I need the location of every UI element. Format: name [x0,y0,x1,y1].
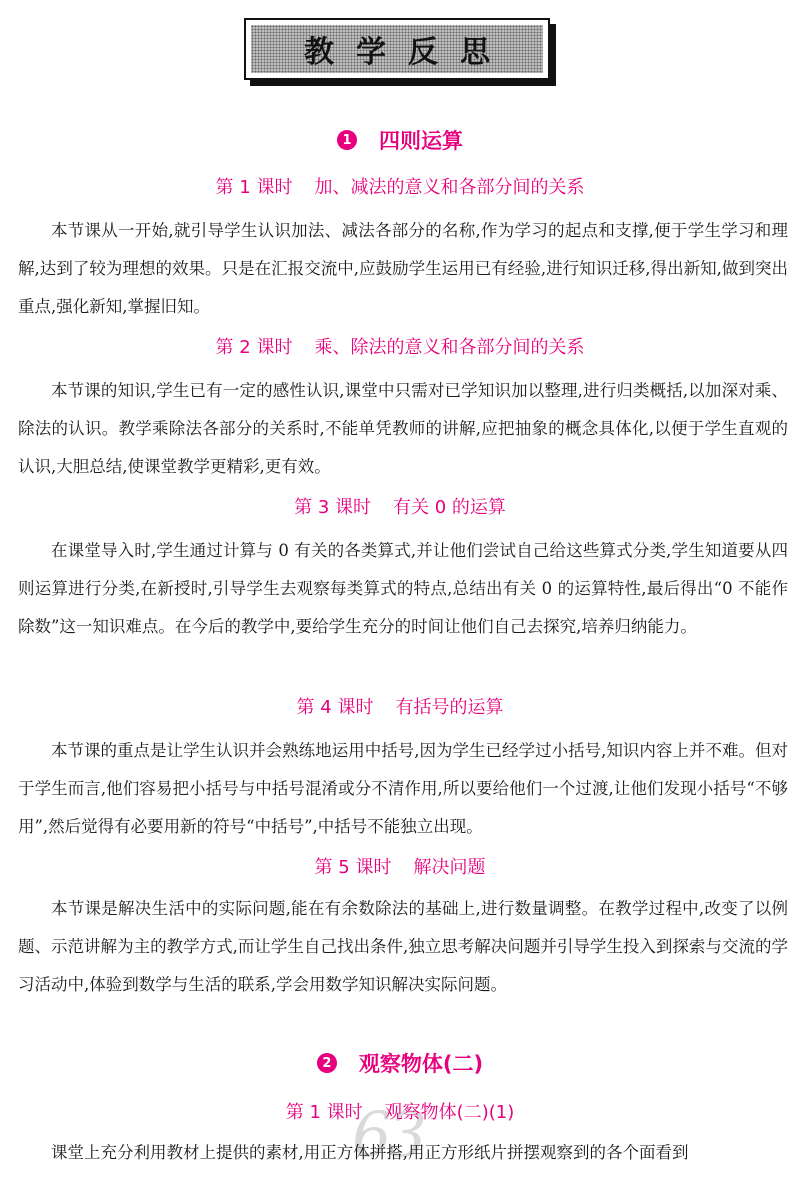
lesson-label: 第 1 课时 [215,177,293,198]
lesson-title: 乘、除法的意义和各部分间的关系 [314,337,585,358]
lesson-paragraph-2: 本节课的知识,学生已有一定的感性认识,课堂中只需对已学知识加以整理,进行归类概括,以加深对乘、除法的认识。教学乘除法各部分的关系时,不能单凭教师的讲解,应把抽象的概念具体化,以便于学生直观的认识,大胆总结,使课堂教学更精彩,更有效。 [18,381,788,476]
lesson-heading-5 [0,853,800,879]
lesson-paragraph-6: 课堂上充分利用教材上提供的素材,用正方体拼搭,用正方形纸片拼摆观察到的各个面看到 [51,1143,689,1162]
lesson-paragraph-5: 本节课是解决生活中的实际问题,能在有余数除法的基础上,进行数量调整。在教学过程中,改变了以例题、示范讲解为主的教学方式,而让学生自己找出条件,独立思考解决问题并引导学生投入到探索与交流的学习活动中,体验到数学与生活的联系,学会用数学知识解决实际问题。 [18,899,788,994]
unit-title: 观察物体(二) [358,1052,484,1076]
lesson-heading-3 [0,493,800,519]
lesson-label: 第 5 课时 [314,857,392,878]
lesson-title: 有关 0 的运算 [393,497,506,518]
lesson-heading-2 [0,333,800,359]
lesson-paragraph-1: 本节课从一开始,就引导学生认识加法、减法各部分的名称,作为学习的起点和支撑,便于学生学习和理解,达到了较为理想的效果。只是在汇报交流中,应鼓励学生运用已有经验,进行知识迁移,得出新知,做到突出重点,强化新知,掌握旧知。 [18,221,788,316]
lesson-title: 观察物体(二)(1) [384,1102,515,1123]
unit-number-badge: 1 [337,130,357,150]
lesson-paragraph-4: 本节课的重点是让学生认识并会熟练地运用中括号,因为学生已经学过小括号,知识内容上并不难。但对于学生而言,他们容易把小括号与中括号混淆或分不清作用,所以要给他们一个过渡,让他们发现小括号“不够用”,然后觉得有必要用新的符号“中括号”,中括号不能独立出现。 [18,741,788,836]
lesson-heading-1 [0,173,800,199]
lesson-label: 第 4 课时 [296,697,374,718]
unit-title: 四则运算 [379,129,463,153]
unit-number-badge: 2 [317,1053,337,1073]
lesson-paragraph-3: 在课堂导入时,学生通过计算与 0 有关的各类算式,并让他们尝试自己给这些算式分类,学生知道要从四则运算进行分类,在新授时,引导学生去观察每类算式的特点,总结出有关 0 的运算特性,最后得出“0 不能作除数”这一知识难点。在今后的教学中,要给学生充分的时间让他们自己去探究,培养归纳能力。 [18,541,788,636]
lesson-title: 有括号的运算 [395,697,504,718]
banner-pattern [251,25,543,73]
unit-heading-2 [0,1048,800,1078]
lesson-heading-4 [0,693,800,719]
lesson-heading-6 [0,1098,800,1124]
lesson-label: 第 1 课时 [285,1102,363,1123]
unit-heading-1 [0,125,800,155]
section-banner [244,18,550,80]
lesson-label: 第 2 课时 [215,337,293,358]
lesson-title: 解决问题 [413,857,486,878]
banner-title: 教学反思 [304,35,512,70]
lesson-label: 第 3 课时 [294,497,371,518]
page-number-watermark: 63 [352,1098,423,1171]
lesson-title: 加、减法的意义和各部分间的关系 [314,177,585,198]
